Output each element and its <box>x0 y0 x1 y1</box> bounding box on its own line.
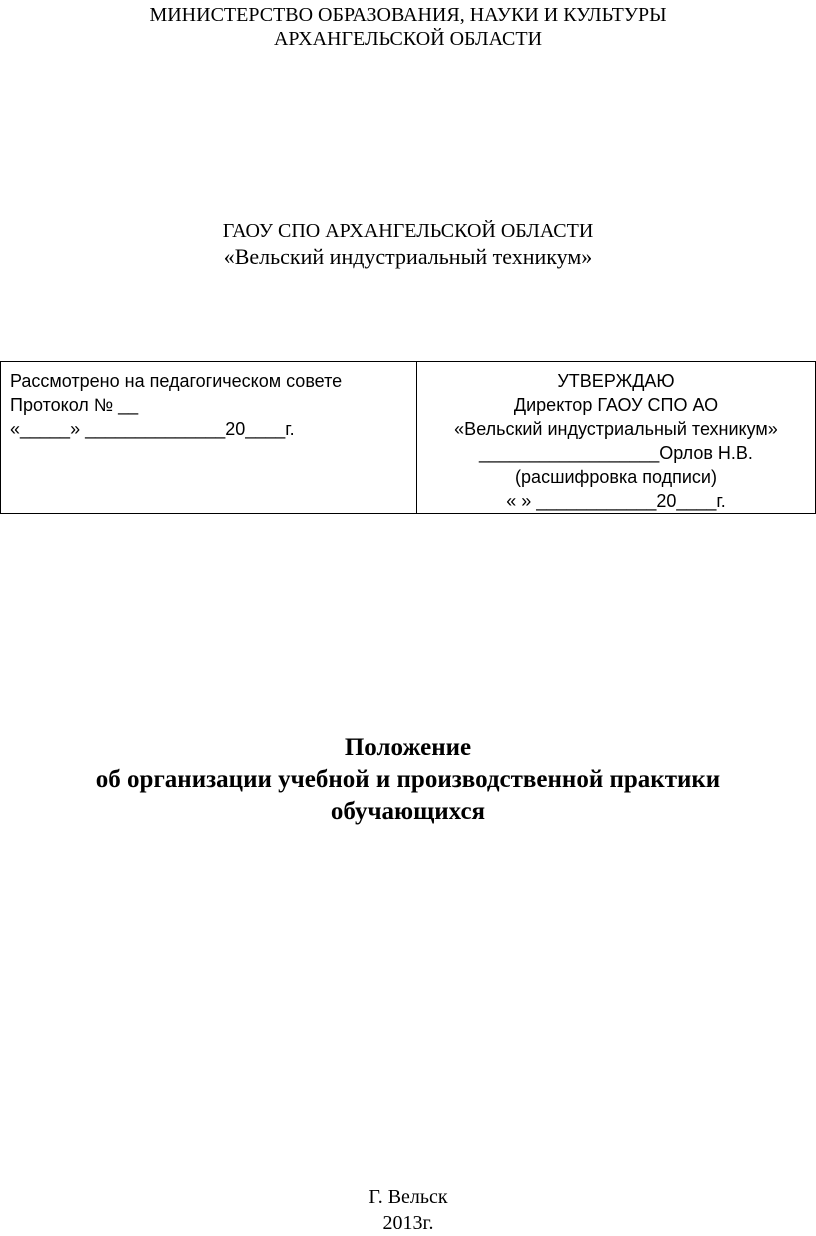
document-subtitle-line-2: обучающихся <box>330 798 486 825</box>
protocol-date: «_____» ______________20____г. <box>10 419 295 439</box>
council-review-text: Рассмотрено на педагогическом совете <box>10 371 343 391</box>
ministry-line-1: МИНИСТЕРСТВО ОБРАЗОВАНИЯ, НАУКИ И КУЛЬТУРЫ <box>149 4 667 26</box>
ministry-line-2: АРХАНГЕЛЬСКОЙ ОБЛАСТИ <box>273 28 543 50</box>
approval-heading: УТВЕРЖДАЮ <box>557 371 675 391</box>
director-approval-cell <box>417 362 816 514</box>
document-title: Положение <box>344 734 472 761</box>
protocol-number: Протокол № __ <box>10 395 139 415</box>
director-position: Директор ГАОУ СПО АО <box>513 395 719 415</box>
footer-year: 2013г. <box>382 1212 434 1234</box>
approval-table <box>0 361 816 514</box>
organization-name: «Вельский индустриальный техникум» <box>223 244 593 269</box>
document-subtitle-line-1: об организации учебной и производственной практики <box>95 766 721 793</box>
director-organization: «Вельский индустриальный техникум» <box>454 419 778 439</box>
organization-line-1: ГАОУ СПО АРХАНГЕЛЬСКОЙ ОБЛАСТИ <box>222 220 594 242</box>
signature-caption: (расшифровка подписи) <box>515 467 717 487</box>
council-review-cell <box>1 362 417 514</box>
approval-date: « » ____________20____г. <box>506 491 726 511</box>
director-signature-line: __________________Орлов Н.В. <box>479 443 753 463</box>
footer-city: Г. Вельск <box>368 1186 448 1208</box>
